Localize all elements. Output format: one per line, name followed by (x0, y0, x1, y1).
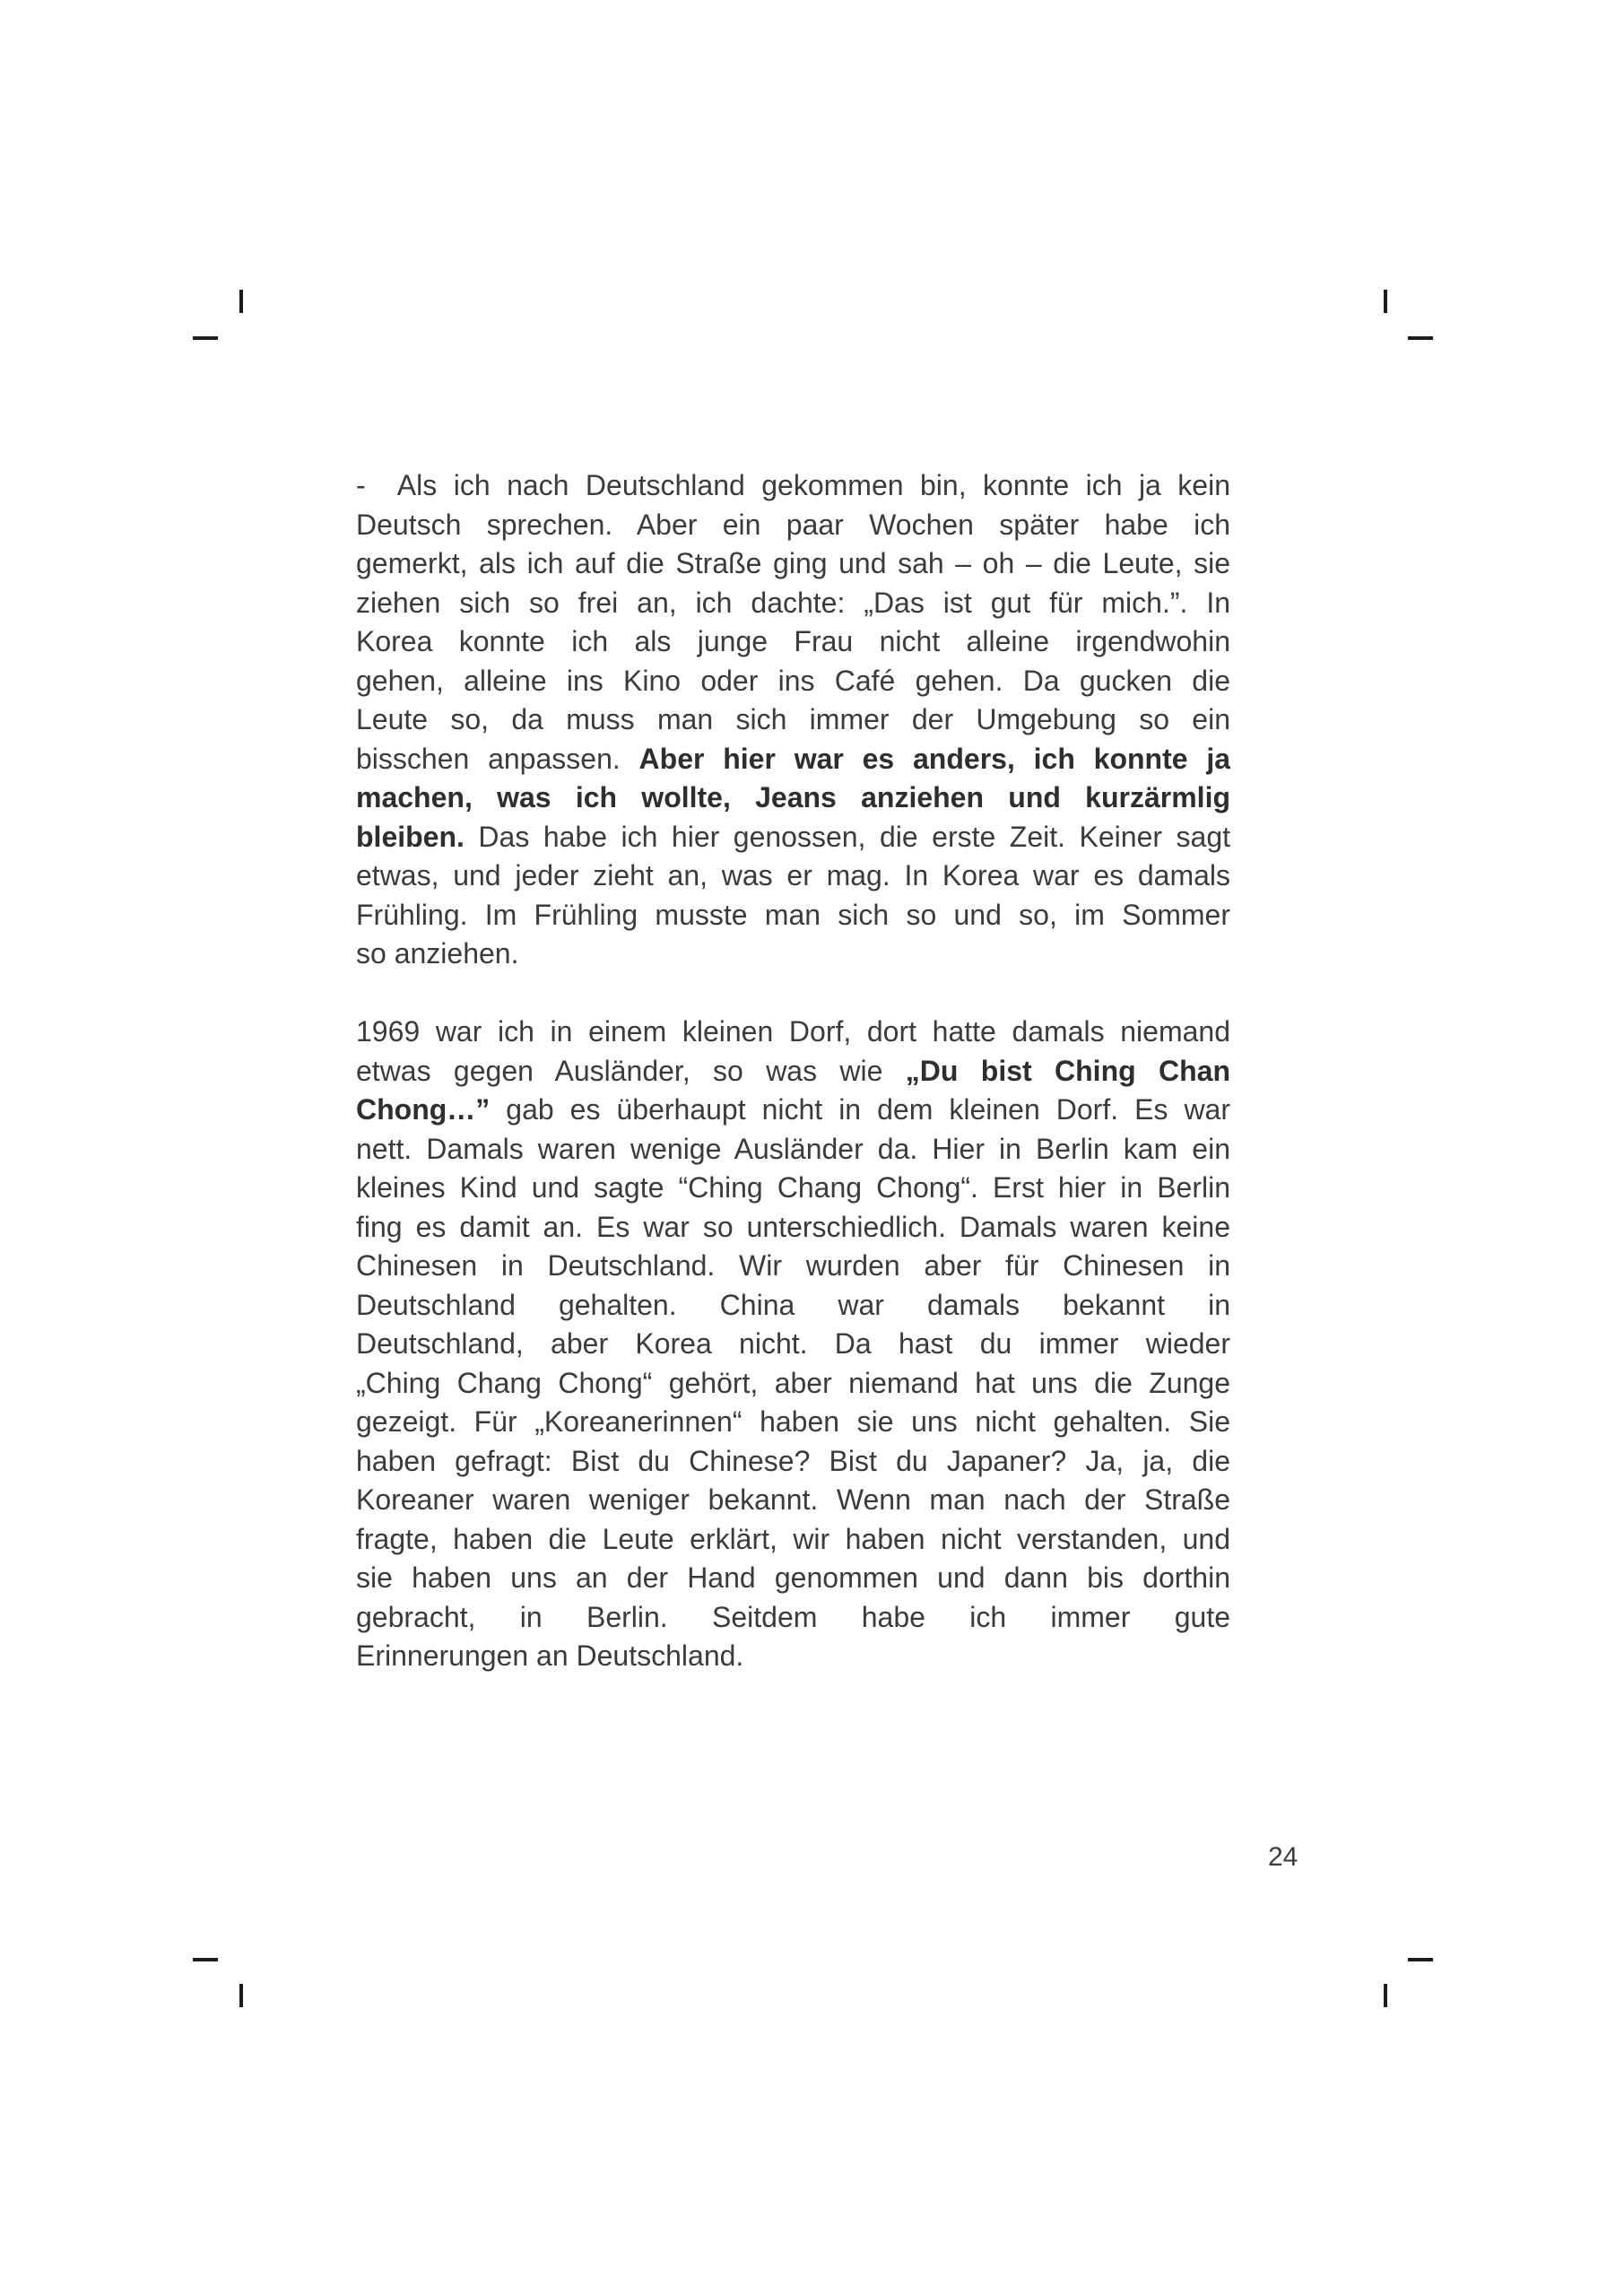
text-line (356, 740, 1230, 779)
bold-text-segment: Aber hier war es anders, ich konnte ja (638, 742, 1230, 775)
text-line (356, 1481, 1230, 1520)
crop-mark-top-right-vertical (1384, 290, 1387, 313)
text-line (356, 1169, 1230, 1208)
text-segment: gebracht, in Berlin. Seitdem habe ich immer gute (356, 1600, 1230, 1633)
text-segment: nett. Damals waren wenige Ausländer da. Hier in Berlin kam ein (356, 1132, 1230, 1165)
text-segment: Deutschland gehalten. China war damals bekannt in (356, 1288, 1230, 1321)
text-line (356, 1442, 1230, 1482)
text-line (356, 1403, 1230, 1442)
bold-text-segment: machen, was ich wollte, Jeans anziehen und kurzärmlig (356, 781, 1230, 813)
text-line (356, 1286, 1230, 1326)
text-line (356, 1247, 1230, 1286)
crop-mark-top-left-horizontal (193, 336, 218, 340)
text-segment: so anziehen. (356, 937, 519, 970)
text-line (356, 1052, 1230, 1091)
crop-mark-top-left-vertical (239, 290, 243, 313)
text-segment: bisschen anpassen. (356, 742, 639, 775)
text-segment: Koreaner waren weniger bekannt. Wenn man nach der Straße (356, 1483, 1230, 1516)
text-segment: fing es damit an. Es war so unterschiedlich. Damals waren keine (356, 1210, 1230, 1243)
text-line (356, 1520, 1230, 1560)
text-line (356, 1091, 1230, 1130)
text-line (356, 1325, 1230, 1364)
text-segment: Deutsch sprechen. Aber ein paar Wochen später habe ich (356, 508, 1230, 541)
text-line (356, 700, 1230, 740)
text-block (356, 466, 1230, 1676)
text-segment: Leute so, da muss man sich immer der Umgebung so ein (356, 703, 1230, 735)
text-segment: Erinnerungen an Deutschland. (356, 1639, 744, 1672)
text-segment: Chinesen in Deutschland. Wir wurden aber für Chinesen in (356, 1249, 1230, 1282)
text-line (356, 466, 1230, 506)
crop-mark-bottom-left-vertical (239, 1984, 243, 2007)
text-segment: Korea konnte ich als junge Frau nicht alleine irgendwohin (356, 625, 1230, 657)
text-line (356, 778, 1230, 818)
text-line (356, 506, 1230, 545)
text-line (356, 1208, 1230, 1248)
crop-mark-bottom-right-vertical (1384, 1984, 1387, 2007)
text-segment: sie haben uns an der Hand genommen und dann bis dorthin (356, 1561, 1230, 1594)
text-line (356, 662, 1230, 701)
crop-mark-top-right-horizontal (1408, 336, 1433, 340)
text-segment: gemerkt, als ich auf die Straße ging und sah – oh – die Leute, sie (356, 547, 1230, 579)
text-segment: - Als ich nach Deutschland gekommen bin, konnte ich ja kein (356, 469, 1230, 501)
text-line (356, 1130, 1230, 1170)
text-segment: 1969 war ich in einem kleinen Dorf, dort hatte damals niemand (356, 1015, 1230, 1048)
text-line (356, 1364, 1230, 1404)
text-line (356, 584, 1230, 623)
text-segment: Deutschland, aber Korea nicht. Da hast du immer wieder (356, 1327, 1230, 1360)
text-segment: gezeigt. Für „Koreanerinnen“ haben sie uns nicht gehalten. Sie (356, 1405, 1230, 1438)
text-segment: Frühling. Im Frühling musste man sich so und so, im Sommer (356, 898, 1230, 931)
paragraph (356, 466, 1230, 974)
text-line (356, 1637, 1230, 1676)
text-line (356, 1598, 1230, 1638)
text-segment: etwas, und jeder zieht an, was er mag. In Korea war es damals (356, 859, 1230, 891)
text-line (356, 857, 1230, 896)
text-line (356, 1013, 1230, 1052)
text-segment: fragte, haben die Leute erklärt, wir haben nicht verstanden, und (356, 1522, 1230, 1555)
text-segment: haben gefragt: Bist du Chinese? Bist du Japaner? Ja, ja, die (356, 1444, 1230, 1477)
bold-text-segment: Chong…” (356, 1093, 491, 1126)
text-line (356, 1559, 1230, 1598)
text-segment: kleines Kind und sagte “Ching Chang Chong“. Erst hier in Berlin (356, 1171, 1230, 1204)
text-segment: „Ching Chang Chong“ gehört, aber niemand hat uns die Zunge (356, 1366, 1230, 1399)
text-segment: Das habe ich hier genossen, die erste Zeit. Keiner sagt (464, 820, 1230, 853)
page-number: 24 (1268, 1842, 1298, 1872)
text-segment: gab es überhaupt nicht in dem kleinen Dorf. Es war (490, 1093, 1230, 1126)
text-line (356, 896, 1230, 935)
text-line (356, 935, 1230, 974)
text-line (356, 818, 1230, 857)
text-segment: etwas gegen Ausländer, so was wie (356, 1054, 906, 1087)
text-line (356, 622, 1230, 662)
crop-mark-bottom-right-horizontal (1408, 1958, 1433, 1961)
bold-text-segment: bleiben. (356, 820, 465, 853)
text-segment: ziehen sich so frei an, ich dachte: „Das ist gut für mich.”. In (356, 586, 1230, 619)
paragraph (356, 1013, 1230, 1676)
crop-mark-bottom-left-horizontal (193, 1958, 218, 1961)
text-line (356, 544, 1230, 584)
bold-text-segment: „Du bist Ching Chan (905, 1054, 1230, 1087)
text-segment: gehen, alleine ins Kino oder ins Café gehen. Da gucken die (356, 664, 1230, 697)
